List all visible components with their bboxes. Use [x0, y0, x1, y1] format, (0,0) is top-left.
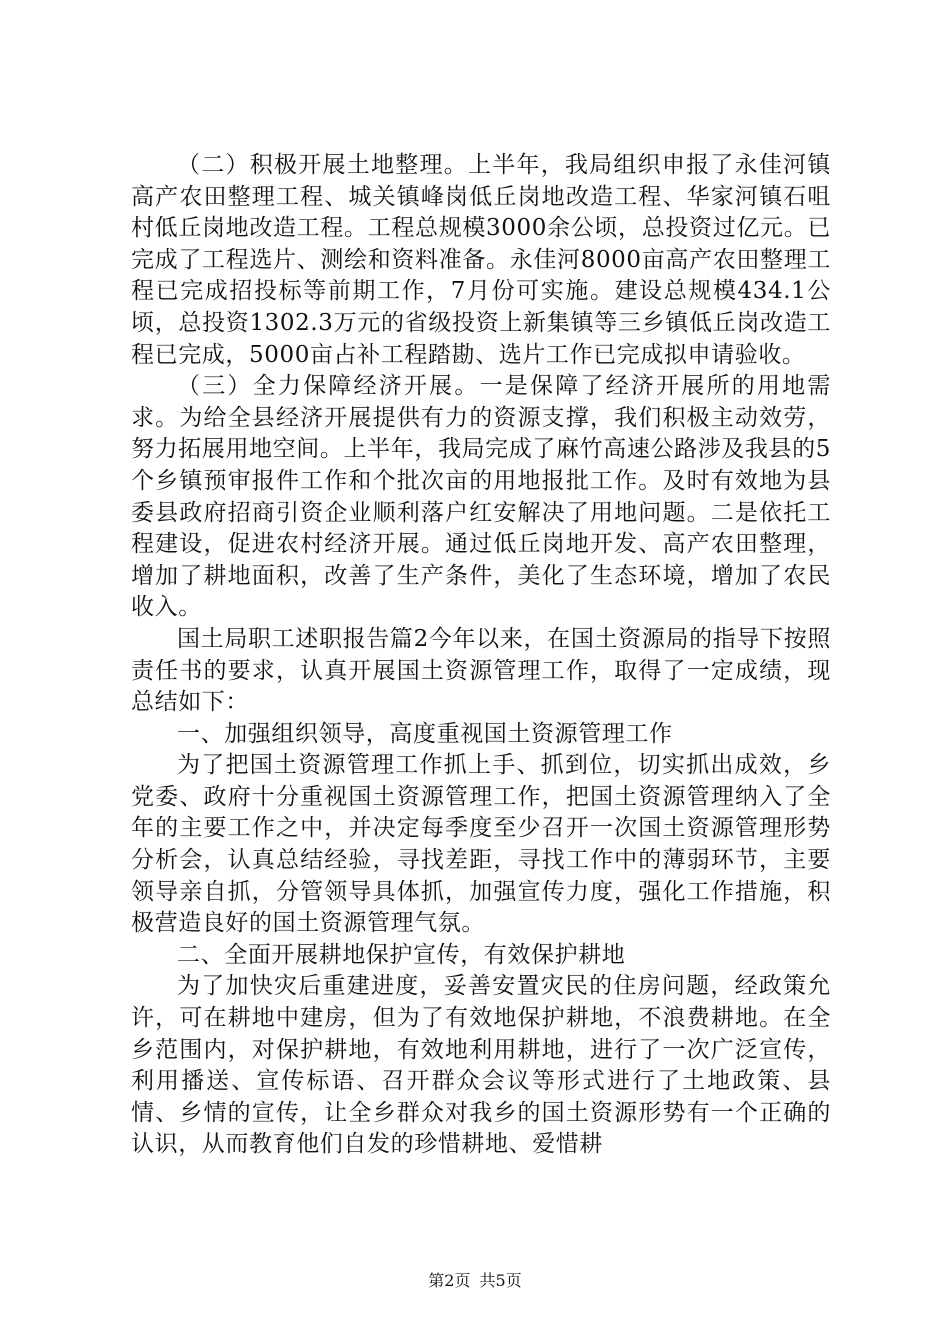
page-total: 共5页 [479, 1271, 522, 1290]
paragraph-report-intro: 国土局职工述职报告篇2今年以来，在国土资源局的指导下按照责任书的要求，认真开展国土资源管理工作，取得了一定成绩，现总结如下： [131, 625, 831, 716]
section-heading-1: 一、加强组织领导，高度重视国土资源管理工作 [177, 720, 673, 747]
paragraph-economic-support: （三）全力保障经济开展。一是保障了经济开展所的用地需求。为给全县经济开展提供有力的资源支撑，我们积极主动效劳，努力拓展用地空间。上半年，我局完成了麻竹高速公路涉及我县的5个乡镇预审报件工作和个批次亩的用地报批工作。及时有效地为县委县政府招商引资企业顺利落户红安解决了用地问题。二是依托工程建设，促进农村经济开展。通过低丘岗地开发、高产农田整理，增加了耕地面积，改善了生产条件，美化了生态环境，增加了农民收入。 [131, 373, 831, 621]
document-body [131, 150, 831, 1161]
page-number: 第2页 [428, 1271, 471, 1290]
page-footer [0, 1271, 950, 1291]
section-heading-2: 二、全面开展耕地保护宣传，有效保护耕地 [177, 941, 626, 968]
paragraph-organization: 为了把国土资源管理工作抓上手、抓到位，切实抓出成效，乡党委、政府十分重视国土资源管理工作，把国土资源管理纳入了全年的主要工作之中，并决定每季度至少召开一次国土资源管理形势分析会，认真总结经验，寻找差距，寻找工作中的薄弱环节，主要领导亲自抓，分管领导具体抓，加强宣传力度，强化工作措施，积极营造良好的国土资源管理气氛。 [131, 752, 831, 937]
paragraph-land-consolidation: （二）积极开展土地整理。上半年，我局组织申报了永佳河镇高产农田整理工程、城关镇峰岗低丘岗地改造工程、华家河镇石咀村低丘岗地改造工程。工程总规模3000余公顷，总投资过亿元。已完成了工程选片、测绘和资料准备。永佳河8000亩高产农田整理工程已完成招投标等前期工作，7月份可实施。建设总规模434.1公顷，总投资1302.3万元的省级投资上新集镇等三乡镇低丘岗改造工程已完成，5000亩占补工程踏勘、选片工作已完成拟申请验收。 [131, 152, 831, 368]
paragraph-farmland-protection: 为了加快灾后重建进度，妥善安置灾民的住房问题，经政策允许，可在耕地中建房，但为了有效地保护耕地，不浪费耕地。在全乡范围内，对保护耕地，有效地利用耕地，进行了一次广泛宣传，利用播送、宣传标语、召开群众会议等形式进行了土地政策、县情、乡情的宣传，让全乡群众对我乡的国土资源形势有一个正确的认识，从而教育他们自发的珍惜耕地、爱惜耕 [131, 973, 831, 1158]
